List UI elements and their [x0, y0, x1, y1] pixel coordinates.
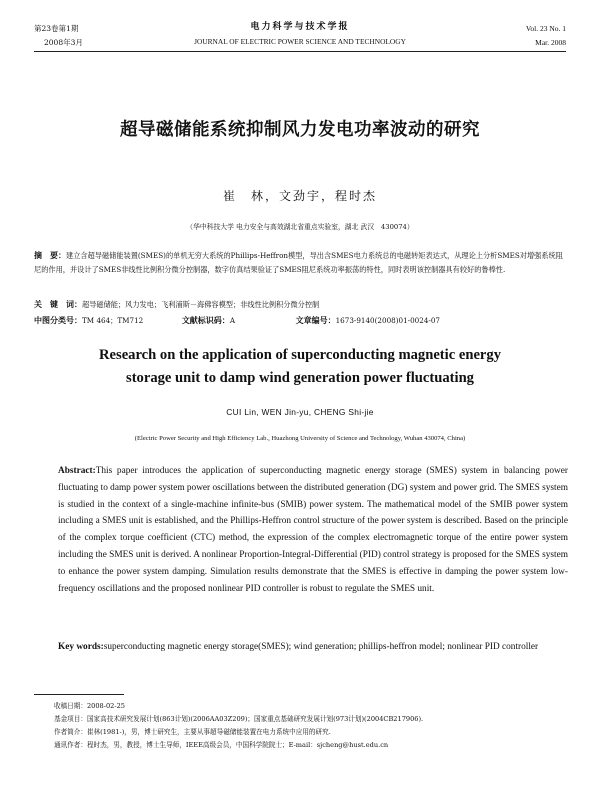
cn-abstract-text: 建立含超导磁储能装置(SMES)的单机无穷大系统的Phillips-Heffron模型，导出含SMES电力系统总的电磁转矩表达式，从理论上分析SMES对增强系统阻尼的作用，并设计了SMES非线性比例积分微分控制器，数字仿真结果验证了SMES阻尼系统功率振荡的特性，同时表明该控制器具有较好的鲁棒性. — [34, 251, 563, 274]
en-keywords-text: superconducting magnetic energy storage(SMES); wind generation; phillips-heffron model; nonlinear PID controller — [103, 642, 539, 652]
footnote-rule — [34, 694, 124, 695]
footnote-fund: 基金项目：国家高技术研究发展计划(863计划)(2006AA03Z209)；国家重点基础研究发展计划(973计划)(2004CB217906). — [54, 715, 424, 723]
en-affiliation: (Electric Power Security and High Efficiency Lab., Huazhong University of Science and Technology, Wuhan 430074, China) — [134, 435, 466, 442]
en-title-line1: Research on the application of superconducting magnetic energy — [99, 347, 501, 363]
cn-article-no-label: 文章编号： — [295, 316, 336, 325]
header-date-en: Mar. 2008 — [535, 38, 566, 47]
en-keywords-label: Key words: — [58, 642, 104, 652]
cn-abstract — [34, 249, 569, 276]
cn-classification — [34, 314, 569, 328]
header-date-cn: 2008年3月 — [44, 38, 83, 47]
header-volume-cn: 第23卷第1期 — [34, 24, 79, 33]
footnote-received: 收稿日期：2008-02-25 — [54, 702, 125, 710]
cn-abstract-label: 摘 要： — [34, 251, 66, 260]
en-abstract-label: Abstract: — [58, 466, 96, 476]
cn-affiliation: （华中科技大学 电力安全与高效湖北省重点实验室，湖北 武汉 430074） — [186, 223, 414, 231]
header-rule — [34, 51, 566, 52]
header-journal-en: JOURNAL OF ELECTRIC POWER SCIENCE AND TECHNOLOGY — [194, 37, 406, 46]
cn-clc-label: 中图分类号： — [34, 316, 82, 325]
cn-keywords — [34, 298, 569, 312]
cn-authors: 崔 林，文劲宇，程时杰 — [222, 189, 377, 203]
en-abstract-text: This paper introduces the application of superconducting magnetic energy storage (SMES) system in balancing power fluctuating to damp power system power oscillations between the distributed generation (DG) system and power grid. The SMES system is studied in the context of a single-machine infinite-bus (SMIB) power system. The mathematical model of the SMIB power system including a SMES unit is established, and the Phillips-Heffron control structure of the power system is described. Based on the principle of the complex torque coefficient (CTC) method, the expression of the complex electromagnetic torque of the entire power system including the SMES unit is derived. A nonlinear Proportion-Integral-Differential (PID) control strategy is proposed for the SMES system to enhance the power system damping. Simulation results demonstrate that the SMES is effective in damping the power system low-frequency oscillations and the proposed nonlinear PID controller is robust to regulate the SMES unit. — [58, 466, 568, 594]
en-keywords — [58, 639, 568, 656]
header-volume-en: Vol. 23 No. 1 — [525, 24, 566, 33]
cn-title: 超导磁储能系统抑制风力发电功率波动的研究 — [120, 120, 480, 140]
cn-article-no: 1673-9140(2008)01-0024-07 — [335, 316, 440, 325]
en-authors: CUI Lin, WEN Jin-yu, CHENG Shi-jie — [226, 407, 374, 417]
cn-clc: TM 464；TM712 — [82, 316, 144, 325]
cn-keywords-label: 关 键 词： — [34, 300, 82, 309]
footnote-author-intro: 作者简介：崔林(1981-)，男，博士研究生，主要从事超导磁储能装置在电力系统中应用的研究. — [54, 728, 331, 736]
cn-doc-code: A — [229, 316, 236, 325]
footnote-contact: 通讯作者：程时杰，男，教授，博士生导师，IEEE高级会员，中国科学院院士；E-mail：sjcheng@hust.edu.cn — [54, 741, 389, 749]
cn-keywords-text: 超导磁储能；风力发电；飞利浦斯－海佛容模型；非线性比例积分微分控制 — [82, 300, 320, 309]
header-journal-cn: 电力科学与技术学报 — [250, 22, 350, 32]
en-title — [0, 344, 600, 390]
cn-doc-code-label: 文献标识码： — [181, 316, 230, 325]
en-title-line2: storage unit to damp wind generation power fluctuating — [126, 370, 474, 386]
en-abstract — [58, 463, 568, 597]
